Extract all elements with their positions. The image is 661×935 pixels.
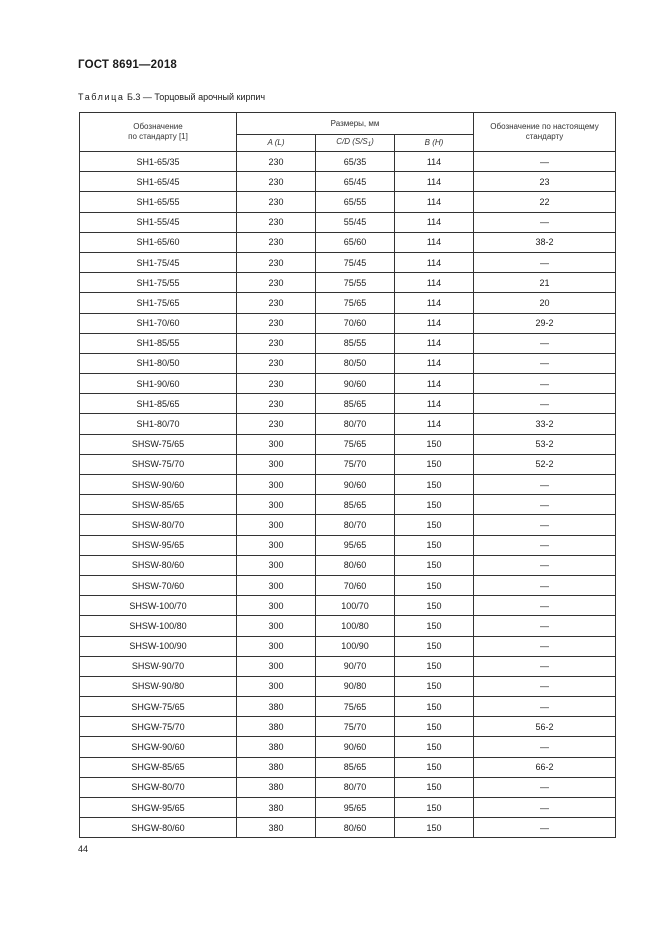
cell-size-a: 300 [237,495,316,515]
cell-size-cd: 80/50 [316,353,395,373]
table-row [80,394,616,414]
cell-size-cd: 65/35 [316,152,395,172]
cell-size-b: 150 [395,616,474,636]
table-row [80,697,616,717]
header-col-cd-suffix: ) [371,136,374,146]
cell-size-b: 150 [395,818,474,838]
cell-designation-standard: SHGW-80/60 [80,818,237,838]
cell-designation-standard: SHGW-80/70 [80,777,237,797]
cell-size-a: 300 [237,454,316,474]
cell-size-cd: 100/70 [316,596,395,616]
cell-size-a: 230 [237,212,316,232]
cell-designation-standard: SHGW-90/60 [80,737,237,757]
cell-designation-this: 22 [474,192,616,212]
header-col-cd [316,135,395,152]
cell-size-b: 150 [395,676,474,696]
cell-size-a: 380 [237,798,316,818]
cell-size-a: 230 [237,414,316,434]
cell-size-cd: 80/70 [316,777,395,797]
cell-designation-this: — [474,636,616,656]
cell-size-cd: 90/60 [316,737,395,757]
cell-designation-standard: SH1-80/70 [80,414,237,434]
cell-designation-this: — [474,777,616,797]
table-caption-title: Б.3 — Торцовый арочный кирпич [127,92,266,102]
cell-size-a: 230 [237,333,316,353]
table-row [80,414,616,434]
cell-designation-standard: SH1-70/60 [80,313,237,333]
table-caption-label: Таблица [78,92,125,102]
cell-size-a: 300 [237,475,316,495]
table-row [80,152,616,172]
cell-designation-this: — [474,394,616,414]
cell-size-cd: 100/80 [316,616,395,636]
cell-size-b: 114 [395,192,474,212]
cell-designation-this: — [474,798,616,818]
cell-size-b: 114 [395,212,474,232]
cell-designation-this: 29-2 [474,313,616,333]
table-row [80,434,616,454]
table-row [80,273,616,293]
table-row [80,495,616,515]
document-title: ГОСТ 8691—2018 [78,59,178,71]
cell-designation-this: — [474,818,616,838]
table-row [80,353,616,373]
cell-size-a: 380 [237,757,316,777]
cell-size-b: 150 [395,656,474,676]
cell-designation-standard: SHSW-80/60 [80,555,237,575]
cell-designation-standard: SHSW-100/90 [80,636,237,656]
cell-size-cd: 80/60 [316,818,395,838]
cell-size-cd: 75/65 [316,697,395,717]
cell-designation-this: — [474,676,616,696]
table-row [80,313,616,333]
cell-size-b: 114 [395,273,474,293]
table-row [80,575,616,595]
cell-designation-standard: SH1-75/45 [80,252,237,272]
table-row [80,717,616,737]
cell-designation-standard: SH1-65/45 [80,172,237,192]
table-row [80,636,616,656]
table-row [80,818,616,838]
cell-designation-this: — [474,495,616,515]
cell-size-a: 230 [237,232,316,252]
cell-size-b: 150 [395,495,474,515]
cell-size-b: 114 [395,394,474,414]
cell-designation-standard: SHGW-75/70 [80,717,237,737]
cell-designation-this: — [474,535,616,555]
cell-size-a: 300 [237,434,316,454]
cell-size-cd: 75/70 [316,454,395,474]
cell-size-b: 150 [395,717,474,737]
cell-size-cd: 85/55 [316,333,395,353]
cell-size-cd: 95/65 [316,798,395,818]
cell-size-cd: 80/60 [316,555,395,575]
cell-size-a: 230 [237,353,316,373]
cell-size-a: 300 [237,555,316,575]
cell-designation-this: — [474,374,616,394]
cell-designation-this: — [474,575,616,595]
cell-size-a: 380 [237,697,316,717]
cell-size-a: 380 [237,717,316,737]
cell-size-cd: 80/70 [316,515,395,535]
cell-designation-standard: SH1-65/60 [80,232,237,252]
table-body [80,152,616,838]
cell-designation-this: — [474,353,616,373]
cell-size-b: 114 [395,293,474,313]
header-col-cd-subscript: 1 [367,141,372,148]
cell-designation-this: — [474,616,616,636]
cell-size-cd: 90/80 [316,676,395,696]
header-designation-standard [80,113,237,152]
cell-size-cd: 90/60 [316,374,395,394]
table-row [80,798,616,818]
cell-designation-this: — [474,737,616,757]
cell-size-cd: 85/65 [316,757,395,777]
cell-size-cd: 75/65 [316,293,395,313]
cell-size-b: 150 [395,454,474,474]
cell-size-cd: 70/60 [316,575,395,595]
cell-designation-standard: SHSW-95/65 [80,535,237,555]
cell-designation-standard: SH1-85/65 [80,394,237,414]
cell-designation-this: 66-2 [474,757,616,777]
table-row [80,333,616,353]
cell-designation-standard: SHGW-75/65 [80,697,237,717]
cell-size-cd: 65/45 [316,172,395,192]
cell-size-cd: 100/90 [316,636,395,656]
cell-size-b: 150 [395,555,474,575]
cell-designation-standard: SHSW-90/60 [80,475,237,495]
cell-designation-standard: SH1-90/60 [80,374,237,394]
cell-size-b: 150 [395,798,474,818]
cell-designation-standard: SH1-75/55 [80,273,237,293]
cell-designation-standard: SH1-75/65 [80,293,237,313]
cell-size-a: 300 [237,575,316,595]
table-row [80,777,616,797]
table-row [80,515,616,535]
cell-designation-this: — [474,596,616,616]
cell-designation-this: 21 [474,273,616,293]
cell-size-a: 230 [237,152,316,172]
cell-size-a: 230 [237,394,316,414]
cell-size-b: 150 [395,575,474,595]
cell-designation-standard: SHSW-100/70 [80,596,237,616]
cell-size-b: 150 [395,515,474,535]
header-designation-this-standard [474,113,616,152]
cell-size-a: 380 [237,818,316,838]
cell-designation-this: 38-2 [474,232,616,252]
cell-size-cd: 85/65 [316,394,395,414]
cell-size-b: 150 [395,697,474,717]
cell-designation-this: 20 [474,293,616,313]
cell-size-cd: 75/45 [316,252,395,272]
cell-size-b: 150 [395,757,474,777]
cell-size-cd: 55/45 [316,212,395,232]
cell-size-a: 230 [237,374,316,394]
cell-size-a: 300 [237,676,316,696]
cell-size-b: 114 [395,333,474,353]
table-row [80,616,616,636]
header-sizes-group: Размеры, мм [237,113,474,135]
brick-sizes-table [79,112,616,838]
cell-designation-this: — [474,333,616,353]
table-row [80,535,616,555]
cell-designation-standard: SHSW-70/60 [80,575,237,595]
cell-designation-standard: SH1-65/55 [80,192,237,212]
header-col-cd-prefix: C/D (S/S [336,136,368,146]
cell-size-a: 380 [237,777,316,797]
cell-size-a: 300 [237,636,316,656]
cell-designation-this: 23 [474,172,616,192]
header-col-b: B (H) [395,135,474,152]
cell-size-b: 150 [395,434,474,454]
cell-designation-standard: SHSW-90/80 [80,676,237,696]
cell-designation-this: — [474,656,616,676]
cell-size-b: 150 [395,475,474,495]
cell-designation-standard: SHSW-75/70 [80,454,237,474]
cell-size-a: 230 [237,313,316,333]
cell-designation-standard: SHGW-85/65 [80,757,237,777]
cell-size-a: 230 [237,293,316,313]
cell-size-cd: 65/60 [316,232,395,252]
table-row [80,212,616,232]
cell-size-a: 300 [237,616,316,636]
cell-designation-standard: SHSW-75/65 [80,434,237,454]
cell-size-a: 300 [237,535,316,555]
cell-size-cd: 80/70 [316,414,395,434]
cell-designation-this: 33-2 [474,414,616,434]
cell-size-b: 150 [395,737,474,757]
cell-size-b: 114 [395,252,474,272]
cell-size-b: 114 [395,172,474,192]
cell-size-a: 230 [237,273,316,293]
cell-designation-this: — [474,697,616,717]
cell-size-b: 150 [395,535,474,555]
page-number: 44 [78,844,89,854]
cell-designation-this: — [474,475,616,495]
cell-size-b: 114 [395,232,474,252]
cell-size-b: 114 [395,353,474,373]
cell-designation-this: — [474,152,616,172]
cell-designation-standard: SH1-55/45 [80,212,237,232]
table-row [80,192,616,212]
cell-designation-standard: SHSW-90/70 [80,656,237,676]
cell-size-a: 300 [237,596,316,616]
cell-designation-standard: SH1-65/35 [80,152,237,172]
table-row [80,596,616,616]
cell-size-cd: 75/70 [316,717,395,737]
header-col-a: A (L) [237,135,316,152]
cell-size-cd: 70/60 [316,313,395,333]
table-row [80,475,616,495]
cell-designation-standard: SHSW-80/70 [80,515,237,535]
header-designation-this-text: Обозначение по настоящему стандарту [490,122,599,141]
table-row [80,172,616,192]
cell-size-a: 230 [237,192,316,212]
cell-designation-this: — [474,212,616,232]
cell-size-cd: 75/55 [316,273,395,293]
cell-designation-this: 53-2 [474,434,616,454]
table-row [80,555,616,575]
table-row [80,676,616,696]
cell-designation-standard: SHSW-85/65 [80,495,237,515]
table-row [80,232,616,252]
cell-designation-this: 52-2 [474,454,616,474]
cell-size-b: 114 [395,152,474,172]
cell-designation-this: — [474,515,616,535]
cell-size-cd: 95/65 [316,535,395,555]
table-row [80,252,616,272]
cell-size-b: 150 [395,636,474,656]
cell-size-cd: 65/55 [316,192,395,212]
cell-size-b: 114 [395,414,474,434]
cell-designation-standard: SHSW-100/80 [80,616,237,636]
cell-size-b: 150 [395,777,474,797]
cell-size-b: 114 [395,374,474,394]
table-row [80,454,616,474]
cell-size-cd: 90/70 [316,656,395,676]
table-row [80,656,616,676]
cell-size-a: 300 [237,656,316,676]
cell-size-cd: 90/60 [316,475,395,495]
table-row [80,374,616,394]
cell-designation-standard: SH1-85/55 [80,333,237,353]
cell-designation-this: 56-2 [474,717,616,737]
cell-size-b: 114 [395,313,474,333]
cell-size-cd: 75/65 [316,434,395,454]
cell-designation-standard: SHGW-95/65 [80,798,237,818]
table-row [80,293,616,313]
cell-size-a: 230 [237,172,316,192]
cell-size-a: 230 [237,252,316,272]
cell-size-a: 380 [237,737,316,757]
cell-size-a: 300 [237,515,316,535]
table-caption [78,92,265,102]
cell-designation-standard: SH1-80/50 [80,353,237,373]
cell-designation-this: — [474,252,616,272]
table-row [80,737,616,757]
cell-designation-this: — [474,555,616,575]
cell-size-cd: 85/65 [316,495,395,515]
header-designation-standard-text: Обозначение по стандарту [1] [128,122,188,141]
table-row [80,757,616,777]
cell-size-b: 150 [395,596,474,616]
